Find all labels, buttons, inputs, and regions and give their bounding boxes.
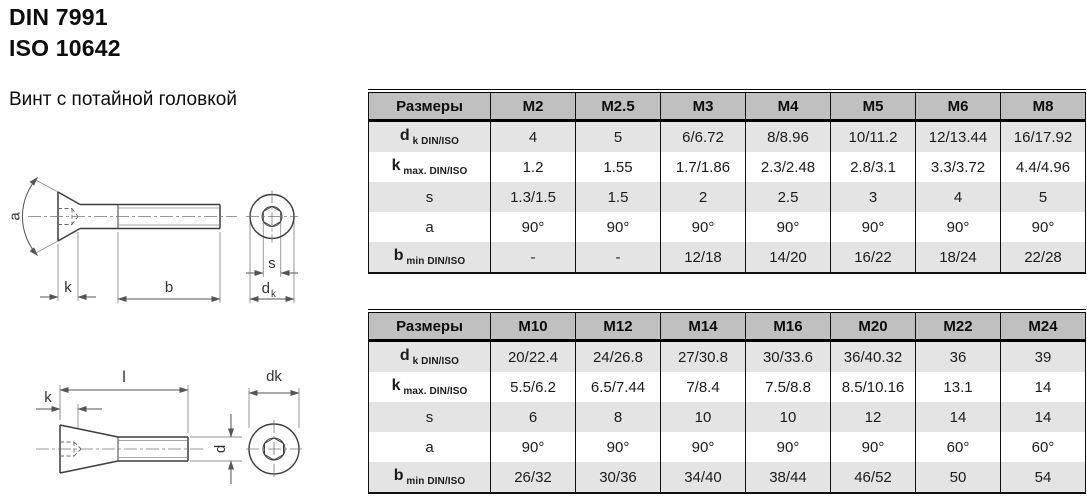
table-row-s	[369, 182, 1086, 212]
value-cell: 14	[1001, 372, 1086, 402]
col-header-sizes: Размеры	[369, 91, 491, 121]
value-cell: 6	[491, 402, 576, 432]
value-cell: 10/11.2	[831, 121, 916, 153]
value-cell: 90°	[576, 212, 661, 242]
table-row-k	[369, 372, 1086, 402]
col-header-m14: M14	[661, 311, 746, 341]
col-header-m12: M12	[576, 311, 661, 341]
table-row-a	[369, 212, 1086, 242]
col-header-m2-5: M2.5	[576, 91, 661, 121]
value-cell: 7/8.4	[661, 372, 746, 402]
value-cell: 13.1	[916, 372, 1001, 402]
value-cell: 18/24	[916, 242, 1001, 273]
value-cell: 14	[1001, 402, 1086, 432]
value-cell: 2.3/2.48	[746, 152, 831, 182]
row-label	[369, 372, 491, 402]
value-cell: 90°	[831, 212, 916, 242]
row-label-main: a	[425, 438, 434, 456]
value-cell: 46/52	[831, 462, 916, 493]
value-cell: 6/6.72	[661, 121, 746, 153]
row-label-sub: max. DIN/ISO	[400, 386, 468, 397]
dim-label-b: b	[164, 279, 174, 296]
value-cell: 1.7/1.86	[661, 152, 746, 182]
col-header-m6: M6	[916, 91, 1001, 121]
value-cell: 8/8.96	[746, 121, 831, 153]
value-cell: 90°	[1001, 212, 1086, 242]
value-cell: 10	[661, 402, 746, 432]
screw-end-view	[246, 191, 298, 243]
value-cell: 39	[1001, 341, 1086, 373]
row-label	[369, 212, 491, 242]
col-header-m5: M5	[831, 91, 916, 121]
row-label	[369, 121, 491, 153]
value-cell: 3	[831, 182, 916, 212]
table-row-d	[369, 121, 1086, 153]
value-cell: 1.5	[576, 182, 661, 212]
col-header-m10: M10	[491, 311, 576, 341]
value-cell: 90°	[916, 212, 1001, 242]
value-cell: 4	[491, 121, 576, 153]
standard-din-title: DIN 7991	[9, 4, 108, 30]
value-cell: 36/40.32	[831, 341, 916, 373]
value-cell: 38/44	[746, 462, 831, 493]
value-cell: 90°	[746, 212, 831, 242]
row-label	[369, 182, 491, 212]
value-cell: 10	[746, 402, 831, 432]
row-label-main: d	[399, 347, 410, 364]
value-cell: 14/20	[746, 242, 831, 273]
value-cell: 90°	[661, 432, 746, 462]
row-label	[369, 242, 491, 273]
value-cell: 12/18	[661, 242, 746, 273]
col-header-m22: M22	[916, 311, 1001, 341]
col-header-m4: M4	[746, 91, 831, 121]
value-cell: 2.8/3.1	[831, 152, 916, 182]
value-cell: 1.55	[576, 152, 661, 182]
value-cell: 90°	[491, 212, 576, 242]
title-block	[9, 2, 237, 111]
value-cell: 24/26.8	[576, 341, 661, 373]
table-row-a	[369, 432, 1086, 462]
col-header-m20: M20	[831, 311, 916, 341]
screw-side-view	[28, 192, 237, 241]
value-cell: 8	[576, 402, 661, 432]
value-cell: 54	[1001, 462, 1086, 493]
value-cell: 2	[661, 182, 746, 212]
col-header-m3: M3	[661, 91, 746, 121]
row-label-sub: k DIN/ISO	[409, 356, 460, 367]
row-label-main: a	[425, 218, 434, 236]
value-cell: 8.5/10.16	[831, 372, 916, 402]
dim-label-k: k	[44, 389, 52, 406]
value-cell: 14	[916, 402, 1001, 432]
standard-iso-title: ISO 10642	[9, 35, 121, 61]
dim-label-dk-sub: k	[271, 289, 276, 300]
table-row-d	[369, 341, 1086, 373]
dim-label-s: s	[268, 255, 276, 272]
row-label-main: k	[391, 377, 401, 394]
value-cell: 36	[916, 341, 1001, 373]
row-label-main: b	[393, 247, 404, 264]
value-cell: 6.5/7.44	[576, 372, 661, 402]
dimension-table-m10-m24	[368, 309, 1086, 494]
value-cell: 26/32	[491, 462, 576, 493]
value-cell: 2.5	[746, 182, 831, 212]
value-cell: 5.5/6.2	[491, 372, 576, 402]
value-cell: 16/22	[831, 242, 916, 273]
screw-drawing-top	[0, 158, 345, 310]
value-cell: 7.5/8.8	[746, 372, 831, 402]
screw-side-view	[36, 425, 206, 473]
row-label-sub: k DIN/ISO	[409, 136, 460, 147]
value-cell: 20/22.4	[491, 341, 576, 373]
row-label	[369, 462, 491, 493]
row-label	[369, 341, 491, 373]
value-cell: 60°	[916, 432, 1001, 462]
value-cell: 5	[1001, 182, 1086, 212]
dim-label-k: k	[64, 279, 72, 296]
col-header-m16: M16	[746, 311, 831, 341]
value-cell: 90°	[746, 432, 831, 462]
value-cell: 3.3/3.72	[916, 152, 1001, 182]
screw-drawing-bottom	[0, 352, 345, 500]
row-label-sub: min DIN/ISO	[403, 476, 466, 487]
header-row	[369, 311, 1086, 341]
value-cell: 12/13.44	[916, 121, 1001, 153]
header-row	[369, 91, 1086, 121]
dim-label-l: l	[122, 369, 126, 386]
dimension-table-m2-m8	[368, 89, 1086, 274]
dim-label-d: d	[212, 444, 229, 454]
row-label-main: b	[393, 467, 404, 484]
product-name: Винт с потайной головкой	[9, 89, 237, 110]
value-cell: 60°	[1001, 432, 1086, 462]
dim-label-angle-a: a	[6, 212, 24, 221]
value-cell: 4	[916, 182, 1001, 212]
row-label-main: s	[425, 188, 434, 206]
value-cell: 90°	[576, 432, 661, 462]
col-header-sizes: Размеры	[369, 311, 491, 341]
row-label-main: k	[391, 157, 401, 174]
table-row-b	[369, 462, 1086, 493]
dim-label-dk-main: d	[261, 280, 270, 297]
value-cell: 4.4/4.96	[1001, 152, 1086, 182]
value-cell: 12	[831, 402, 916, 432]
value-cell: 16/17.92	[1001, 121, 1086, 153]
value-cell: 30/36	[576, 462, 661, 493]
value-cell: 90°	[661, 212, 746, 242]
value-cell: 34/40	[661, 462, 746, 493]
row-label-sub: max. DIN/ISO	[400, 166, 468, 177]
value-cell: 5	[576, 121, 661, 153]
col-header-m24: M24	[1001, 311, 1086, 341]
value-cell: 1.2	[491, 152, 576, 182]
row-label-sub: min DIN/ISO	[403, 256, 466, 267]
value-cell: 1.3/1.5	[491, 182, 576, 212]
value-cell: 50	[916, 462, 1001, 493]
row-label	[369, 152, 491, 182]
value-cell: -	[491, 242, 576, 273]
table-row-s	[369, 402, 1086, 432]
dim-label-dk: dk	[266, 368, 282, 385]
value-cell: 27/30.8	[661, 341, 746, 373]
row-label-main: d	[399, 127, 410, 144]
table-row-k	[369, 152, 1086, 182]
col-header-m2: M2	[491, 91, 576, 121]
table-row-b	[369, 242, 1086, 273]
row-label	[369, 402, 491, 432]
value-cell: 90°	[831, 432, 916, 462]
row-label	[369, 432, 491, 462]
value-cell: 90°	[491, 432, 576, 462]
col-header-m8: M8	[1001, 91, 1086, 121]
row-label-main: s	[425, 408, 434, 426]
value-cell: 30/33.6	[746, 341, 831, 373]
value-cell: -	[576, 242, 661, 273]
value-cell: 22/28	[1001, 242, 1086, 273]
screw-end-view	[246, 420, 302, 478]
